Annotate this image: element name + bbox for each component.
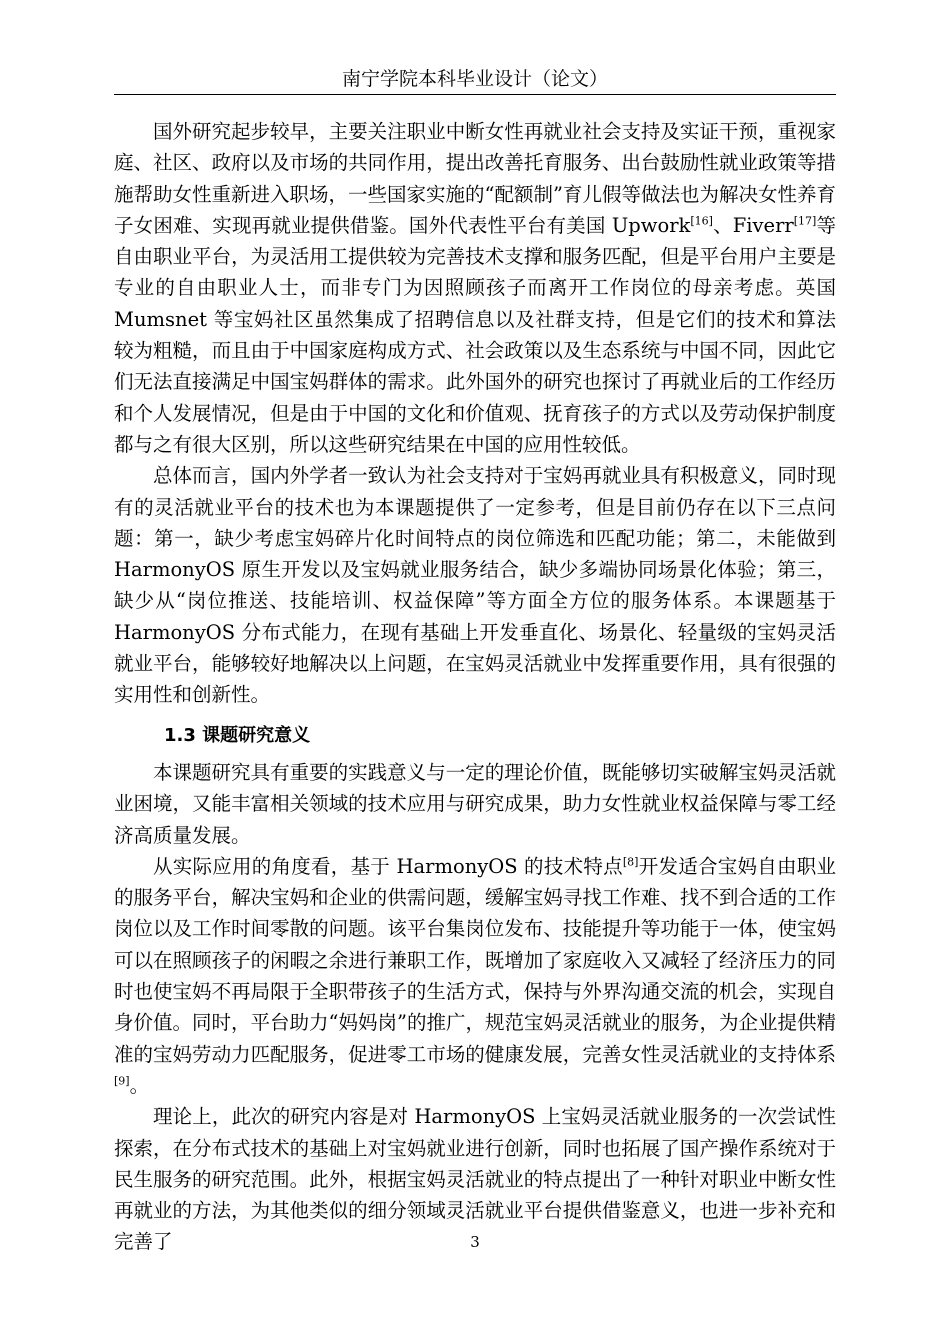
paragraph-text: 理论上，此次的研究内容是对 HarmonyOS 上宝妈灵活就业服务的一次尝试性探索，在分布式技术的基础上对宝妈就业进行创新，同时也拓展了国产操作系统对于民生服务的研究范围。此外，根据宝妈灵活就业的特点提出了一种针对职业中断女性再就业的方法，为其他类似的细分领域灵活就业平台提供借鉴意义，也进一步补充和完善了 xyxy=(114,1105,836,1254)
citation-superscript: [17] xyxy=(793,214,817,228)
paragraph-text: 从实际应用的角度看，基于 HarmonyOS 的技术特点 xyxy=(153,854,623,878)
paragraph xyxy=(114,116,836,460)
document-body xyxy=(114,116,836,1258)
paragraph-text: 。 xyxy=(129,1073,150,1097)
paragraph-text: 本课题研究具有重要的实践意义与一定的理论价值，既能够切实破解宝妈灵活就业困境，又能丰富相关领域的技术应用与研究成果，助力女性就业权益保障与零工经济高质量发展。 xyxy=(114,760,836,847)
paragraph-group-1 xyxy=(114,116,836,711)
citation-superscript: [16] xyxy=(690,214,713,228)
citation-superscript: [9] xyxy=(114,1074,130,1088)
paragraph xyxy=(114,851,836,1101)
running-header: 南宁学院本科毕业设计（论文） xyxy=(341,68,608,90)
paragraph xyxy=(114,757,836,851)
paragraph xyxy=(114,460,836,710)
header-rule xyxy=(114,94,836,95)
page-number: 3 xyxy=(470,1233,480,1251)
paragraph-group-2 xyxy=(114,757,836,1258)
paragraph-text: 总体而言，国内外学者一致认为社会支持对于宝妈再就业具有积极意义，同时现有的灵活就业平台的技术也为本课题提供了一定参考，但是目前仍存在以下三点问题：第一，缺少考虑宝妈碎片化时间特点的岗位筛选和匹配功能；第二，未能做到 HarmonyOS 原生开发以及宝妈就业服务结合，缺少多端协同场景化体验；第三，缺少从“岗位推送、技能培训、权益保障”等方面全方位的服务体系。本课题基于 HarmonyOS 分布式能力，在现有基础上开发垂直化、场景化、轻量级的宝妈灵活就业平台，能够较好地解决以上问题，在宝妈灵活就业中发挥重要作用，具有很强的实用性和创新性。 xyxy=(114,464,836,707)
citation-superscript: [8] xyxy=(622,855,639,869)
section-heading: 1.3 课题研究意义 xyxy=(164,724,311,746)
paragraph-text: 国外研究起步较早，主要关注职业中断女性再就业社会支持及实证干预，重视家庭、社区、政府以及市场的共同作用，提出改善托育服务、出台鼓励性就业政策等措施帮助女性重新进入职场，一些国家实施的“配额制”育儿假等做法也为解决女性养育子女困难、实现再就业提供借鉴。国外代表性平台有美国 Upwork xyxy=(114,120,836,237)
paragraph-text: 、Fiverr xyxy=(712,213,794,237)
paragraph-text: 等自由职业平台，为灵活用工提供较为完善技术支撑和服务匹配，但是平台用户主要是专业的自由职业人士，而非专门为因照顾孩子而离开工作岗位的母亲考虑。英国 Mumsnet 等宝妈社区虽然集成了招聘信息以及社群支持，但是它们的技术和算法较为粗糙，而且由于中国家庭构成方式、社会政策以及生态系统与中国不同，因此它们无法直接满足中国宝妈群体的需求。此外国外的研究也探讨了再就业后的工作经历和个人发展情况，但是由于中国的文化和价值观、抚育孩子的方式以及劳动保护制度都与之有很大区别，所以这些研究结果在中国的应用性较低。 xyxy=(114,213,837,456)
paragraph-text: 开发适合宝妈自由职业的服务平台，解决宝妈和企业的供需问题，缓解宝妈寻找工作难、找不到合适的工作岗位以及工作时间零散的问题。该平台集岗位发布、技能提升等功能于一体，使宝妈可以在照顾孩子的闲暇之余进行兼职工作，既增加了家庭收入又减轻了经济压力的同时也使宝妈不再局限于全职带孩子的生活方式，保持与外界沟通交流的机会，实现自身价值。同时，平台助力“妈妈岗”的推广，规范宝妈灵活就业的服务，为企业提供精准的宝妈劳动力匹配服务，促进零工市场的健康发展，完善女性灵活就业的支持体系 xyxy=(114,854,836,1066)
